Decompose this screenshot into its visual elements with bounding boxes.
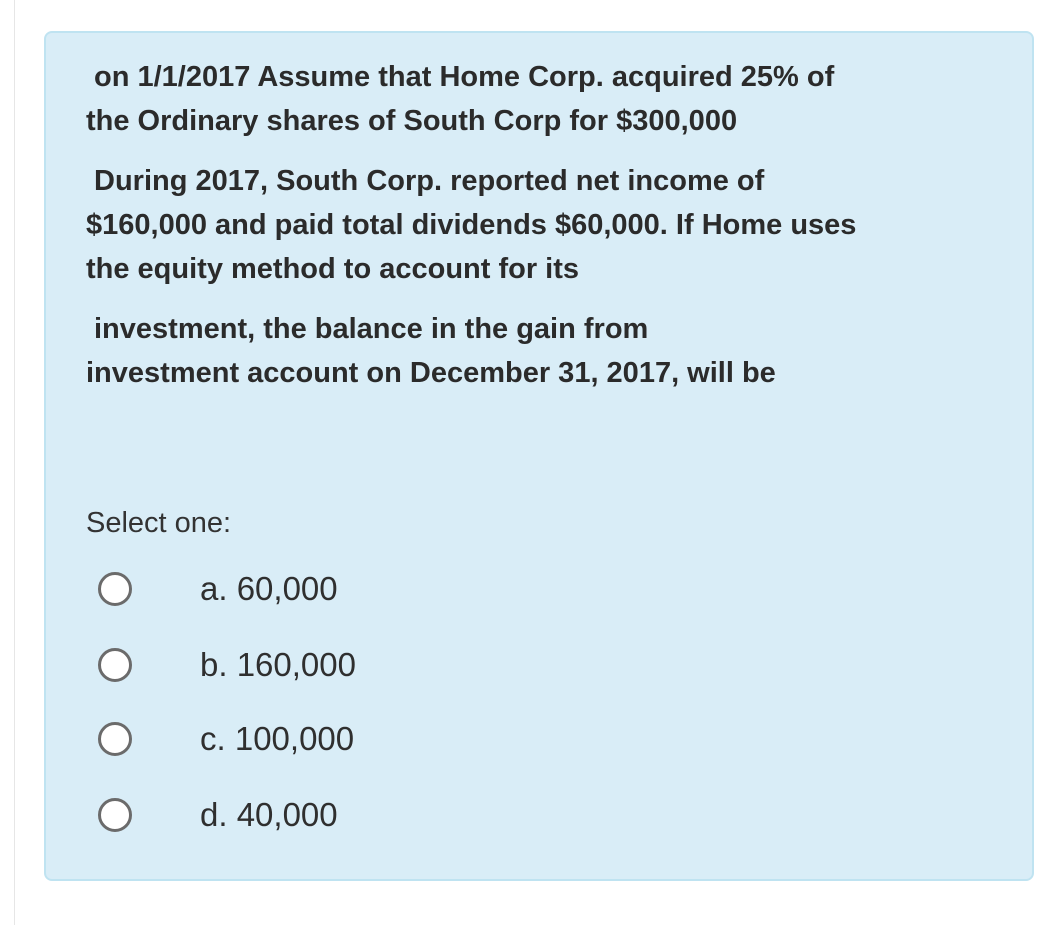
answer-label[interactable]: d. 40,000 (200, 796, 338, 833)
question-line: on 1/1/2017 Assume that Home Corp. acquired 25% of (94, 61, 835, 93)
question-paragraph-1 (86, 55, 986, 143)
left-divider (14, 0, 15, 925)
radio-button-icon[interactable] (98, 798, 132, 832)
answer-option-d[interactable] (98, 793, 598, 837)
question-paragraph-2 (86, 159, 986, 291)
answer-label[interactable]: a. 60,000 (200, 570, 338, 607)
question-line: During 2017, South Corp. reported net income of (94, 165, 765, 197)
question-line: investment account on December 31, 2017, will be (86, 357, 776, 389)
question-line: the equity method to account for its (86, 253, 580, 285)
question-line: investment, the balance in the gain from (94, 313, 649, 345)
radio-button-icon[interactable] (98, 648, 132, 682)
question-line: $160,000 and paid total dividends $60,000. If Home uses (86, 209, 857, 241)
radio-button-icon[interactable] (98, 572, 132, 606)
radio-button-icon[interactable] (98, 722, 132, 756)
answer-option-a[interactable] (98, 567, 598, 611)
question-card (44, 31, 1034, 881)
select-one-label: Select one: (86, 507, 232, 539)
answer-option-c[interactable] (98, 717, 598, 761)
answer-label[interactable]: b. 160,000 (200, 646, 356, 683)
question-paragraph-3 (86, 307, 986, 395)
answer-option-b[interactable] (98, 643, 598, 687)
answer-label[interactable]: c. 100,000 (200, 720, 355, 757)
question-line: the Ordinary shares of South Corp for $300,000 (86, 105, 738, 137)
